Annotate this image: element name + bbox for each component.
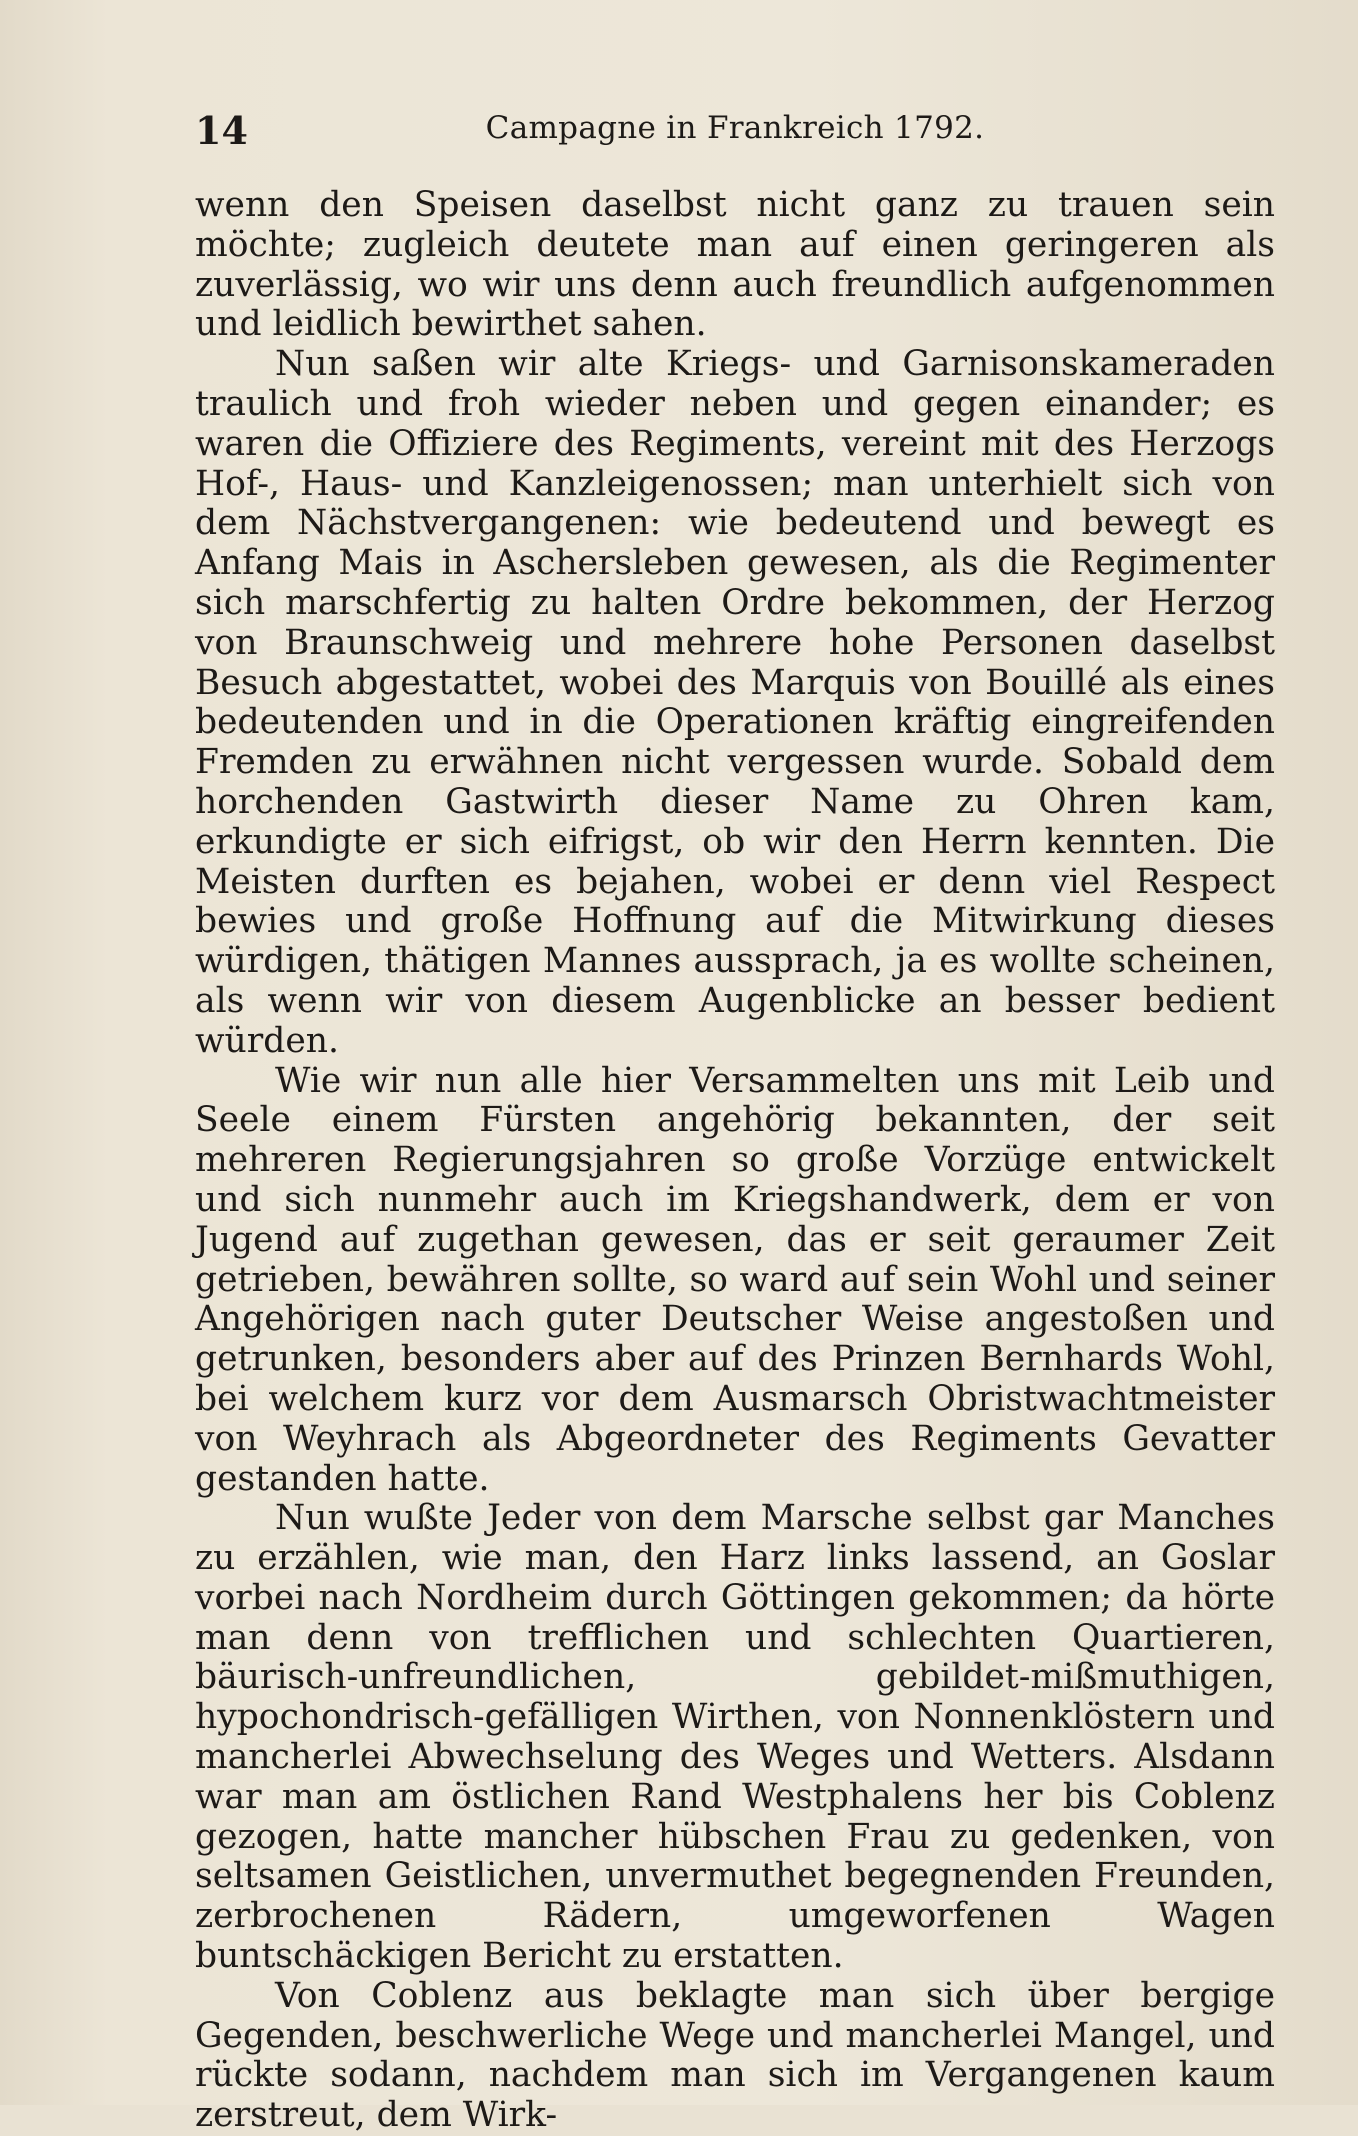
paragraph-2: Nun saßen wir alte Kriegs- und Garnisonskameraden traulich und froh wieder neben und gegen einander; es waren die Offiziere des Regiments, vereint mit des Herzogs Hof-, Haus- und Kanzleigenossen; man unterhielt sich von dem Nächstvergangenen: wie bedeutend und bewegt es Anfang Mais in Aschersleben gewesen, als die Regimenter sich marschfertig zu halten Ordre bekommen, der Herzog von Braunschweig und mehrere hohe Personen daselbst Besuch abgestattet, wobei des Marquis von Bouillé als eines bedeutenden und in die Operationen kräftig eingreifenden Fremden zu erwähnen nicht vergessen wurde. Sobald dem horchenden Gastwirth dieser Name zu Ohren kam, erkundigte er sich eifrigst, ob wir den Herrn kennten. Die Meisten durften es bejahen, wobei er denn viel Respect bewies und große Hoffnung auf die Mitwirkung dieses würdigen, thätigen Mannes aussprach, ja es wollte scheinen, als wenn wir von diesem Augenblicke an besser bedient würden. (195, 344, 1275, 1061)
paragraph-4: Nun wußte Jeder von dem Marsche selbst gar Manches zu erzählen, wie man, den Harz links lassend, an Goslar vorbei nach Nordheim durch Göttingen gekommen; da hörte man denn von trefflichen und schlechten Quartieren, bäurisch-unfreundlichen, gebildet-mißmuthigen, hypochondrisch-gefälligen Wirthen, von Nonnenklöstern und mancherlei Abwechselung des Weges und Wetters. Alsdann war man am östlichen Rand Westphalens her bis Coblenz gezogen, hatte mancher hübschen Frau zu gedenken, von seltsamen Geistlichen, unvermuthet begegnenden Freunden, zerbrochenen Rädern, umgeworfenen Wagen buntschäckigen Bericht zu erstatten. (195, 1498, 1275, 1977)
page-number: 14 (195, 108, 248, 153)
running-title: Campagne in Frankreich 1792. (485, 110, 985, 146)
paragraph-3: Wie wir nun alle hier Versammelten uns mit Leib und Seele einem Fürsten angehörig bekannten, der seit mehreren Regierungsjahren so große Vorzüge entwickelt und sich nunmehr auch im Kriegshandwerk, dem er von Jugend auf zugethan gewesen, das er seit geraumer Zeit getrieben, bewähren sollte, so ward auf sein Wohl und seiner Angehörigen nach guter Deutscher Weise angestoßen und getrunken, besonders aber auf des Prinzen Bernhards Wohl, bei welchem kurz vor dem Ausmarsch Obristwachtmeister von Weyhrach als Abgeordneter des Regiments Gevatter gestanden hatte. (195, 1060, 1275, 1499)
paragraph-1: wenn den Speisen daselbst nicht ganz zu trauen sein möchte; zugleich deutete man auf einen geringeren als zuverlässig, wo wir uns denn auch freundlich aufgenommen und leidlich bewirthet sahen. (195, 185, 1275, 345)
body-text (195, 186, 1275, 2136)
page-header (195, 108, 1275, 152)
paragraph-5: Von Coblenz aus beklagte man sich über bergige Gegenden, beschwerliche Wege und mancherlei Mangel, und rückte sodann, nachdem man sich im Vergangenen kaum zerstreut, dem Wirk- (195, 1975, 1275, 2136)
